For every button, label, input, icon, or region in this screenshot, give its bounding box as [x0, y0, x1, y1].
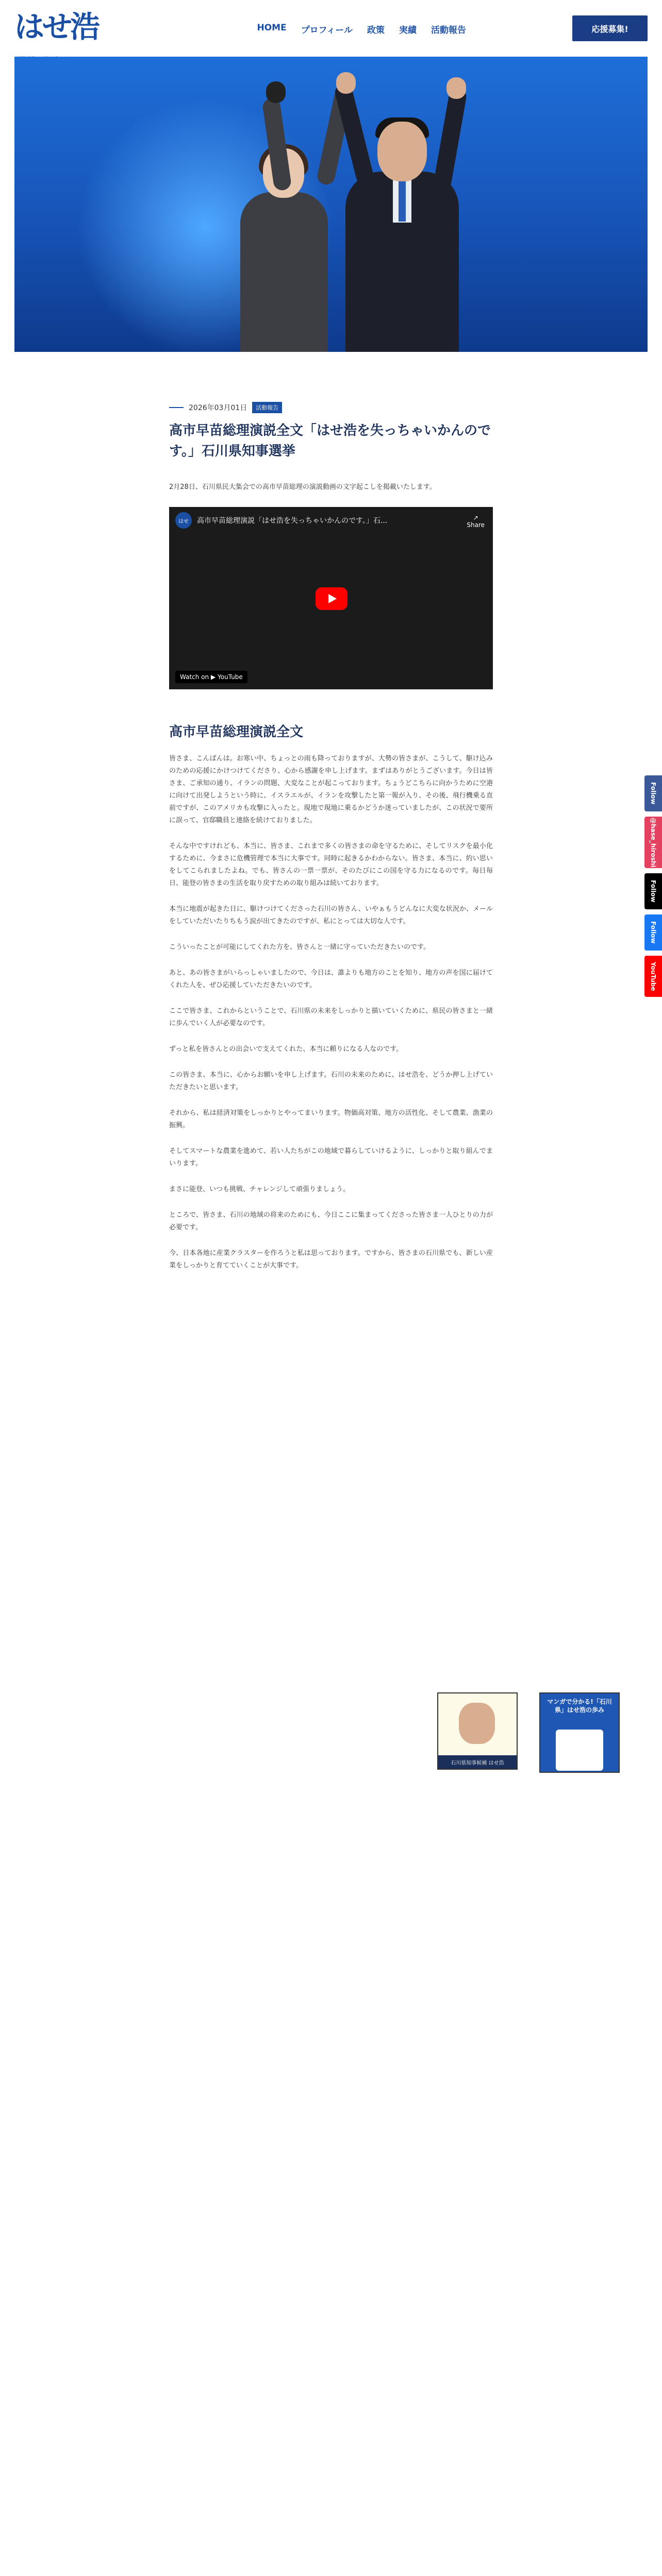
instagram-follow[interactable]: @hase_hiroshi: [644, 817, 662, 868]
speech-paragraph: この皆さま、本当に、心からお願いを申し上げます。石川の未来のために、はせ浩を、どうか押し上げていただきたいと思います。: [169, 1071, 493, 1091]
man-arm-right: [433, 87, 468, 192]
speech-paragraph: それから、私は経済対策をしっかりとやってまいります。物価高対策、地方の活性化、そして農業、漁業の振興。: [169, 1109, 493, 1129]
man-hand-right: [446, 77, 466, 99]
joined-hands: [336, 72, 356, 94]
share-label: Share: [467, 521, 485, 529]
x-follow[interactable]: Follow: [644, 873, 662, 909]
speech-paragraph: 皆さま、こんばんは。お寒い中、ちょっとの雨も降っておりますが、大勢の皆さまが、こうして、駆け込みのための応援にかけつけてくださり、心から感謝を申し上げます。まずはありがとうございます。今日は皆さま、ご承知の通り、イランの問題、大変なことが起こっております。ちょうどこちらに向かうために空港に向けて出発しようという時に、イスラエルが、イランを攻撃したと第一報が入り、その後、飛行機乗る直前ですが、このアメリカも攻撃に入ったと。現地で現地に乗るかどうか迷っていましたが、この状況で要所に誤って、官邸職員と連絡を続けておりました。: [169, 755, 493, 824]
speech-paragraph: 本当に地震が起きた日に、駆けつけてくださった石川の皆さん、いやぁもうどんなに大変な状況か、メールをしていただいたりちもう涙が出てきたのですが、私にとっては大切な人です。: [169, 905, 493, 925]
nav-profile[interactable]: プロフィール: [301, 25, 353, 36]
speech-paragraph: ここで皆さま、これからということで、石川県の未来をしっかりと描いていくために、県民の皆さまと一緒に歩んでいく人が必要なのです。: [169, 1007, 493, 1027]
play-icon[interactable]: [316, 587, 347, 610]
article-date: 2026年03月01日: [189, 404, 247, 412]
category-badge[interactable]: 活動報告: [252, 402, 282, 413]
meta-line: [169, 407, 184, 408]
section-title: 高市早苗総理演説全文: [169, 724, 304, 740]
man-face: [377, 122, 427, 181]
support-button[interactable]: 応援募集!: [572, 15, 648, 41]
candidate-portrait: [459, 1703, 495, 1744]
article-lead: 2月28日、石川県民大集会での高市早苗総理の演説動画の文字起こしを掲載いたします。: [169, 483, 436, 491]
youtube-embed[interactable]: [169, 507, 493, 689]
threads-follow[interactable]: Follow: [644, 914, 662, 951]
site-header: [0, 0, 662, 57]
hero-image: [14, 57, 648, 352]
watch-on-youtube[interactable]: Watch on ▶ YouTube: [175, 671, 247, 683]
woman-hand-left: [266, 81, 286, 103]
nav-achievements[interactable]: 実績: [399, 25, 417, 36]
facebook-follow[interactable]: Follow: [644, 775, 662, 811]
candidate-banner[interactable]: [437, 1692, 518, 1770]
speech-paragraph: あと、あの皆さまがいらっしゃいましたので、今日は、誰よりも地方のことを知り、地方の声を国に届けてくれた人を、ぜひ応援していただきたいのです。: [169, 969, 493, 989]
speech-paragraph: ずっと私を皆さんとの出会いで支えてくれた、本当に頼りになる人なのです。: [169, 1045, 403, 1053]
speech-paragraph: こういったことが可能にしてくれた方を、皆さんと一緒に守っていただきたいのです。: [169, 943, 430, 951]
main-nav: [257, 23, 466, 36]
speech-paragraph: まさに能登、いつも挑戦、チャレンジして頑張りましょう。: [169, 1185, 350, 1193]
video-title[interactable]: 高市早苗総理演説「はせ浩を失っちゃいかんのです。」石...: [197, 517, 388, 525]
youtube-follow[interactable]: YouTube: [644, 956, 662, 997]
candidate-banner-label: 石川県知事候補 はせ浩: [438, 1755, 517, 1769]
speech-paragraph: 今、日本各地に産業クラスターを作ろうと私は思っております。ですから、皆さまの石川県でも、新しい産業をしっかりと育てていくことが大事です。: [169, 1249, 493, 1269]
man-tie: [399, 180, 406, 222]
social-sidebar: [644, 775, 662, 997]
share-button[interactable]: ↗ Share: [467, 514, 485, 529]
hero-photo: [191, 57, 573, 352]
nav-home[interactable]: HOME: [257, 23, 287, 33]
woman-figure: [240, 192, 328, 352]
manga-illustration: [556, 1730, 603, 1771]
article-title: 高市早苗総理演説全文「はせ浩を失っちゃいかんのです。」石川県知事選挙: [169, 423, 491, 459]
article: [169, 402, 493, 1285]
channel-avatar[interactable]: はせ: [175, 512, 192, 529]
manga-banner[interactable]: [539, 1692, 620, 1773]
nav-activity[interactable]: 活動報告: [431, 25, 466, 36]
speech-paragraph: そしてスマートな農業を進めて、若い人たちがこの地域で暮らしていけるように、しっかりと取り組んでまいります。: [169, 1147, 493, 1167]
article-meta: [169, 402, 493, 413]
logo-text: はせ浩: [14, 9, 98, 44]
speech-paragraph: そんな中ですけれども、本当に、皆さま、これまで多くの皆さまの命を守るために、そしてリスクを最小化するために、今まさに危機管理で本当に大事です。同時に起きるかわからない。皆さま、本当に、約い思いをしてこられましたよね。でも、皆さんの一票一票が、そのたびにこの国を守る力になるのです。毎日毎日、能登の皆さまの生活を取り戻すための取り組みは続いております。: [169, 842, 493, 887]
nav-policy[interactable]: 政策: [367, 25, 385, 36]
speech-paragraph: ところで、皆さま、石川の地域の将来のためにも、今日ここに集まってくださった皆さま一人ひとりの力が必要です。: [169, 1211, 493, 1231]
site-logo[interactable]: [14, 11, 98, 42]
manga-banner-title: マンガで分かる!「石川県」はせ浩の歩み: [547, 1698, 612, 1714]
